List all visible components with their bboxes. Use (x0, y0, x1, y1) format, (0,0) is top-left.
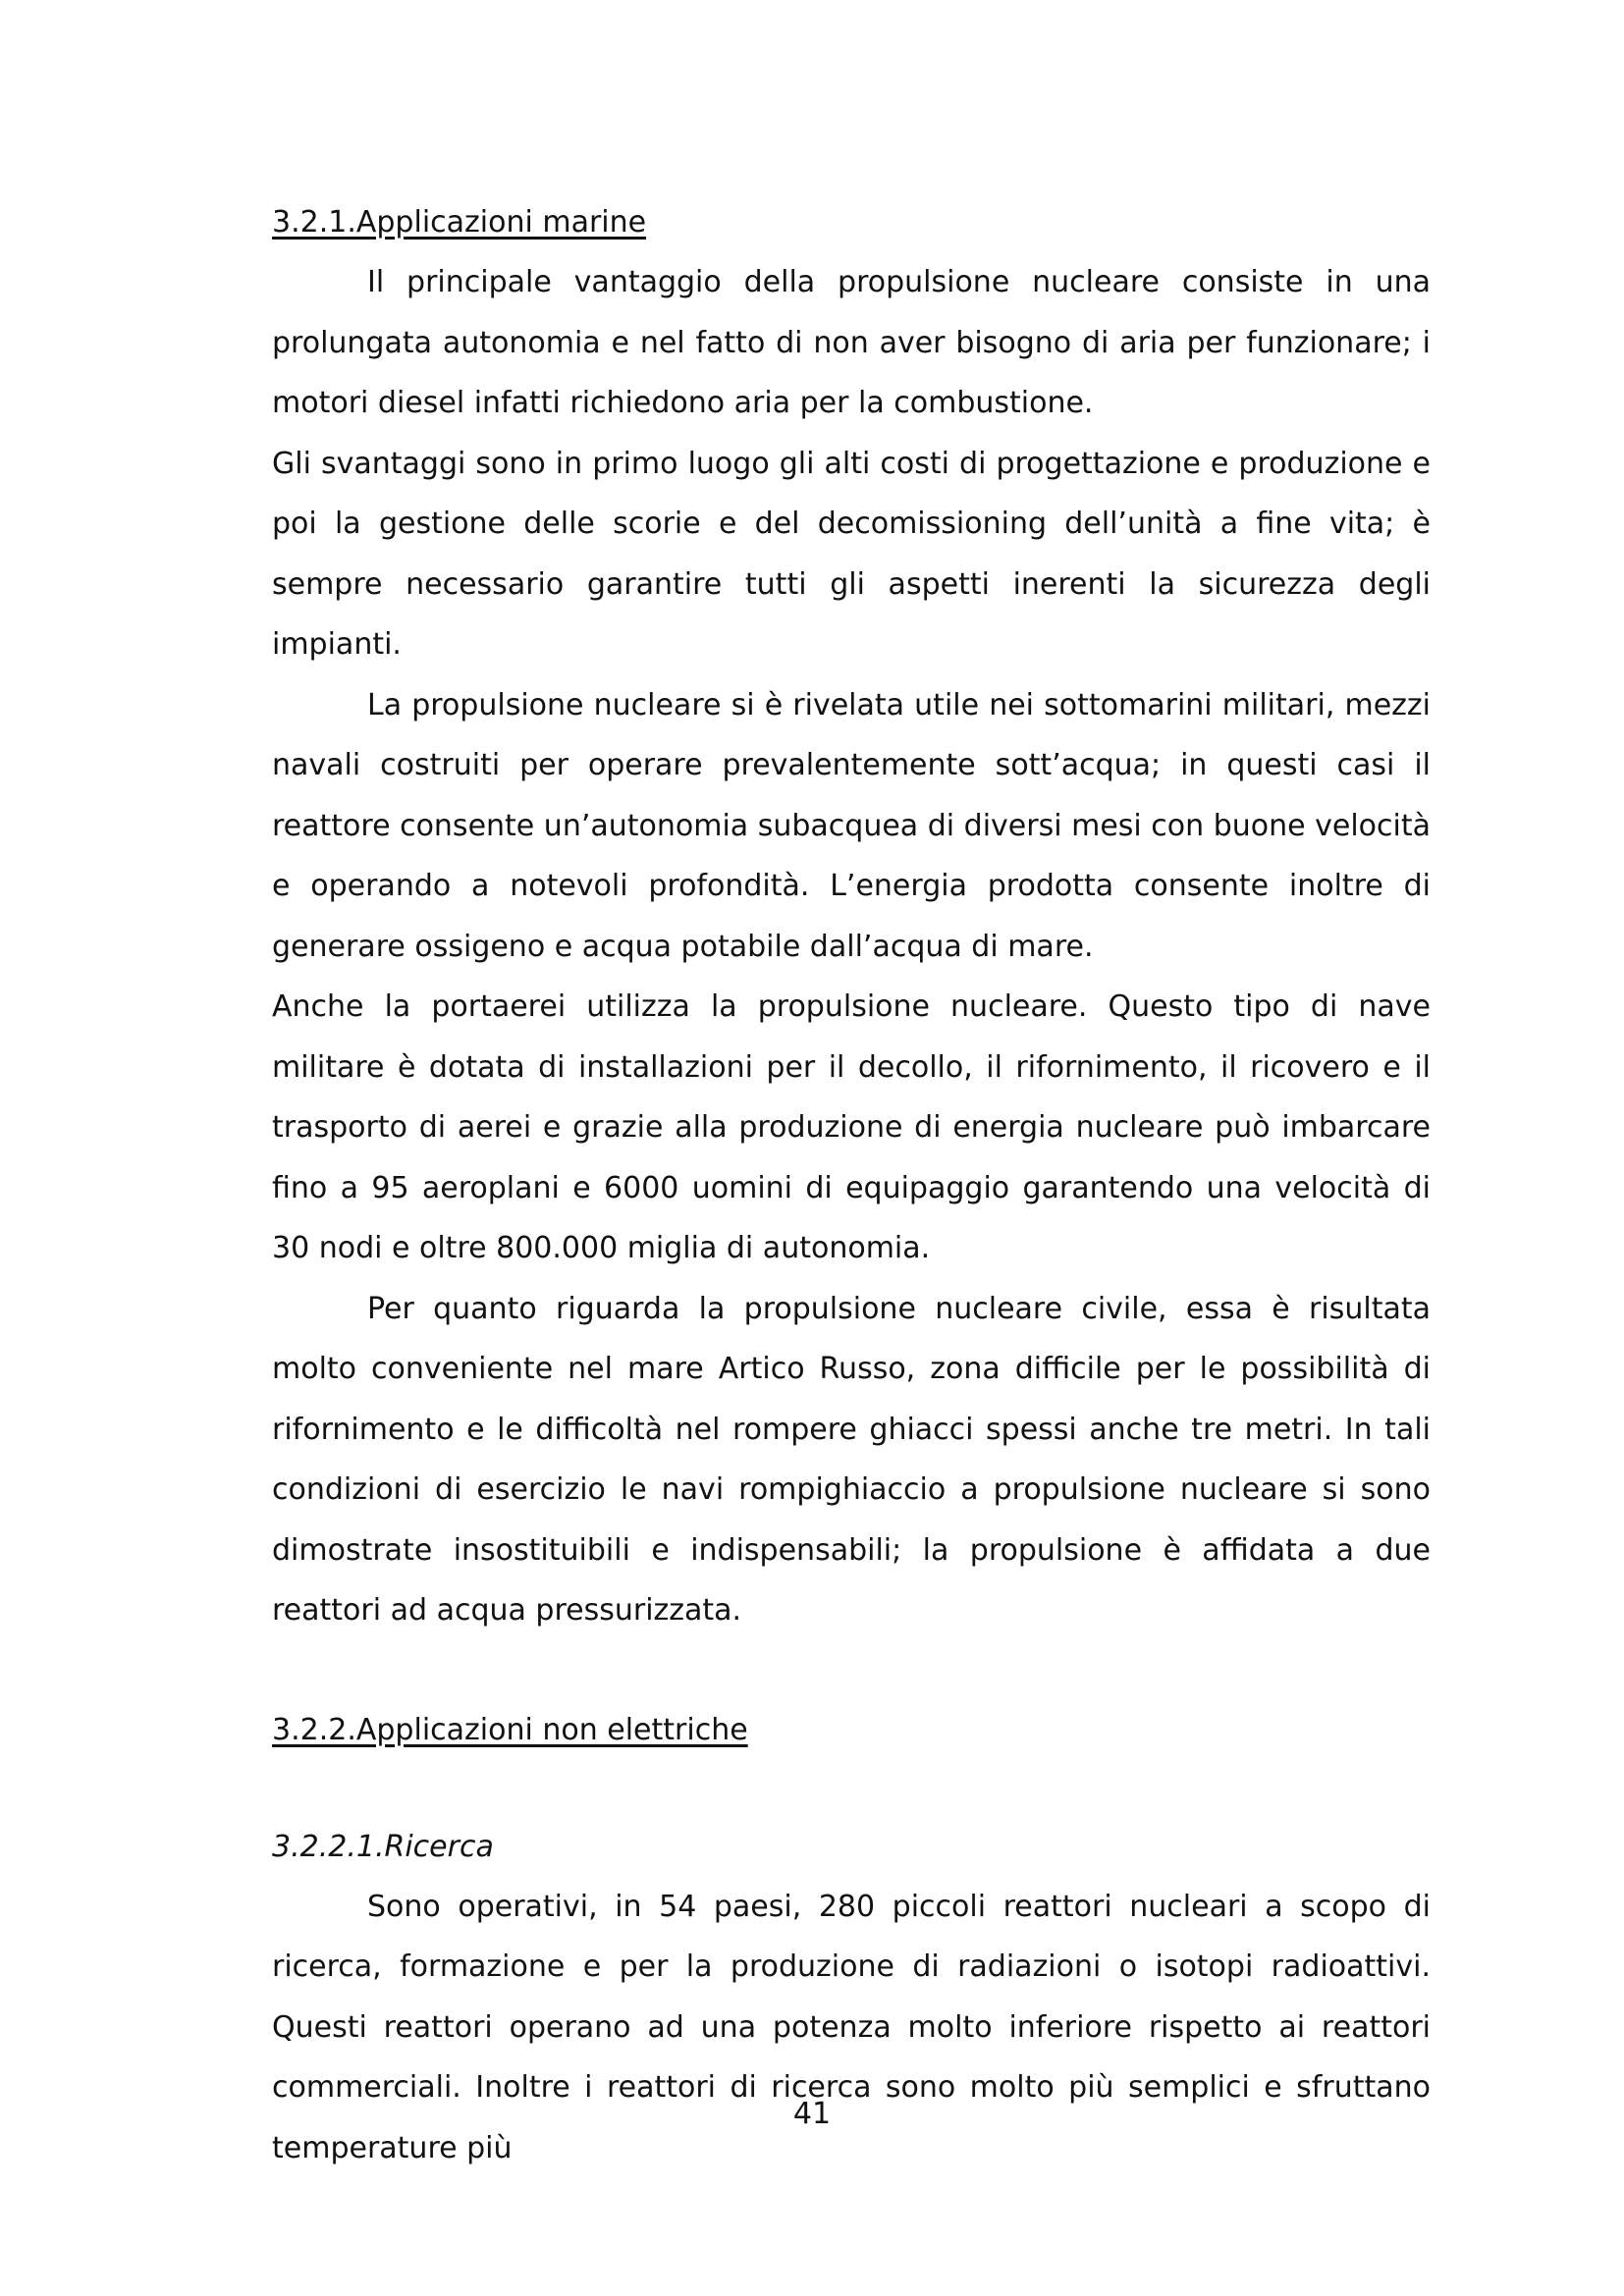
section-heading-3-2-1: 3.2.1.Applicazioni marine (272, 205, 647, 240)
paragraph-research-reactors: Sono operativi, in 54 paesi, 280 piccoli reattori nucleari a scopo di ricerca, formazione e per la produzione di radiazioni o isotopi radioattivi. Questi reattori operano ad una potenza molto inferiore rispetto ai reattori commerciali. Inoltre i reattori di ricerca sono molto più semplici e sfruttano temperature più (272, 1889, 1431, 2165)
subsection-heading-3-2-2-1: 3.2.2.1.Ricerca (272, 1829, 494, 1864)
section-heading-3-2-2: 3.2.2.Applicazioni non elettriche (272, 1712, 748, 1747)
paragraph-aircraft-carrier: Anche la portaerei utilizza la propulsione nucleare. Questo tipo di nave militare è dotata di installazioni per il decollo, il rifornimento, il ricovero e il trasporto di aerei e grazie alla produzione di energia nucleare può imbarcare fino a 95 aeroplani e 6000 uomini di equipaggio garantendo una velocità di 30 nodi e oltre 800.000 miglia di autonomia. (272, 989, 1431, 1265)
paragraph-icebreakers: Per quanto riguarda la propulsione nucleare civile, essa è risultata molto conveniente nel mare Artico Russo, zona difficile per le possibilità di rifornimento e le difficoltà nel rompere ghiacci spessi anche tre metri. In tali condizioni di esercizio le navi rompighiaccio a propulsione nucleare si sono dimostrate insostituibili e indispensabili; la propulsione è affidata a due reattori ad acqua pressurizzata. (272, 1291, 1431, 1628)
paragraph-propulsion-disadvantages: Gli svantaggi sono in primo luogo gli alti costi di progettazione e produzione e poi la gestione delle scorie e del decomissioning dell’unità a fine vita; è sempre necessario garantire tutti gli aspetti inerenti la sicurezza degli impianti. (272, 446, 1431, 662)
paragraph-submarines: La propulsione nucleare si è rivelata utile nei sottomarini militari, mezzi navali costruiti per operare prevalentemente sott’acqua; in questi casi il reattore consente un’autonomia subacquea di diversi mesi con buone velocità e operando a notevoli profondità. L’energia prodotta consente inoltre di generare ossigeno e acqua potabile dall’acqua di mare. (272, 687, 1431, 964)
paragraph-propulsion-advantage: Il principale vantaggio della propulsione nucleare consiste in una prolungata autonomia e nel fatto di non aver bisogno di aria per funzionare; i motori diesel infatti richiedono aria per la combustione. (272, 265, 1431, 420)
spacer (272, 1760, 1431, 1817)
spacer (272, 1641, 1431, 1700)
page-number: 41 (792, 2097, 832, 2131)
page-content (272, 192, 1431, 2178)
